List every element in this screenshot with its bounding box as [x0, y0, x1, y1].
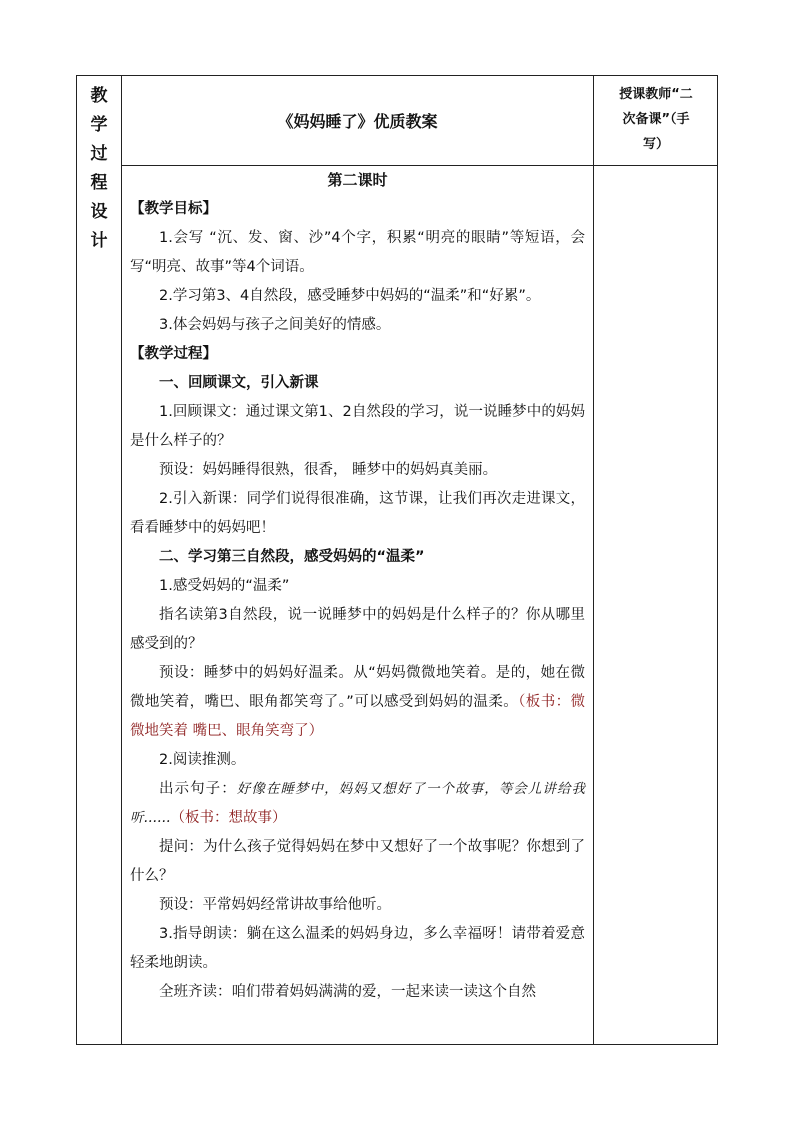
process-heading: 【教学过程】 [130, 346, 217, 362]
section-heading: 一、回顾课文，引入新课 [159, 375, 319, 391]
preset-body: 预设：睡梦中的妈妈好温柔。从“妈妈微微地笑着。是的，她在微微地笑着，嘴巴、眼角都笑弯了。”可以感受到妈妈的温柔。 [130, 665, 585, 710]
board-note: （板书：微微地笑着 嘴巴、眼角笑弯了） [130, 694, 586, 739]
goal-item: 3.体会妈妈与孩子之间美好的情感。 [159, 317, 391, 333]
side-label-char: 教 [90, 86, 108, 106]
section-heading: 二、学习第三自然段，感受妈妈的“温柔” [159, 549, 425, 565]
step-text: 指名读第3自然段，说一说睡梦中的妈妈是什么样子的？你从哪里感受到的？ [130, 607, 585, 652]
preset-text: 预设：妈妈睡得很熟，很香， 睡梦中的妈妈真美丽。 [159, 462, 498, 478]
side-label-char: 学 [90, 115, 108, 135]
side-label-column [77, 76, 121, 256]
question-text: 提问：为什么孩子觉得妈妈在梦中又想好了一个故事呢？你想到了什么？ [130, 839, 585, 884]
side-label-char: 程 [90, 173, 108, 193]
teacher-note-line: 授课教师“二 [619, 87, 693, 102]
show-label: 出示句子： [159, 781, 237, 797]
teacher-note-header [597, 82, 715, 157]
step-text: 3.指导朗读：躺在这么温柔的妈妈身边，多么幸福呀！请带着爱意轻柔地朗读。 [130, 926, 585, 971]
lesson-plan-table [76, 75, 718, 1045]
lesson-content [122, 166, 592, 1044]
teacher-note-line: 次备课”（手 [622, 112, 690, 127]
side-label-char: 过 [90, 144, 108, 164]
side-label-char: 设 [90, 202, 108, 222]
teacher-note-line: 写） [642, 137, 669, 152]
step-text: 1.回顾课文：通过课文第1、2自然段的学习，说一说睡梦中的妈妈是什么样子的？ [130, 404, 585, 449]
goals-heading: 【教学目标】 [130, 201, 217, 217]
goal-item: 1.会写 “沉、发、窗、沙”4个字，积累“明亮的眼睛”等短语，会写“明亮、故事”等4个词语。 [130, 230, 585, 275]
step-text: 2.引入新课：同学们说得很准确，这节课，让我们再次走进课文，看看睡梦中的妈妈吧！ [130, 491, 585, 536]
step-text: 2.阅读推测。 [159, 752, 246, 768]
table-divider [593, 76, 594, 1044]
preset-text: 预设：平常妈妈经常讲故事给他听。 [159, 897, 391, 913]
shown-sentence [130, 775, 585, 833]
board-note: （板书：想故事） [170, 810, 287, 826]
quoted-sentence: 好像在睡梦中，妈妈又想好了一个故事，等会儿讲给我听…… [130, 781, 586, 826]
step-text: 全班齐读：咱们带着妈妈满满的爱，一起来读一读这个自然 [159, 984, 536, 1000]
lesson-heading: 第二课时 [327, 171, 388, 189]
step-text: 1.感受妈妈的“温柔” [159, 578, 290, 594]
side-label-char: 计 [90, 231, 108, 251]
page-title: 《妈妈睡了》优质教案 [277, 112, 438, 131]
goal-item: 2.学习第3、4自然段，感受睡梦中妈妈的“温柔”和“好累”。 [159, 288, 541, 304]
preset-text [130, 659, 585, 746]
